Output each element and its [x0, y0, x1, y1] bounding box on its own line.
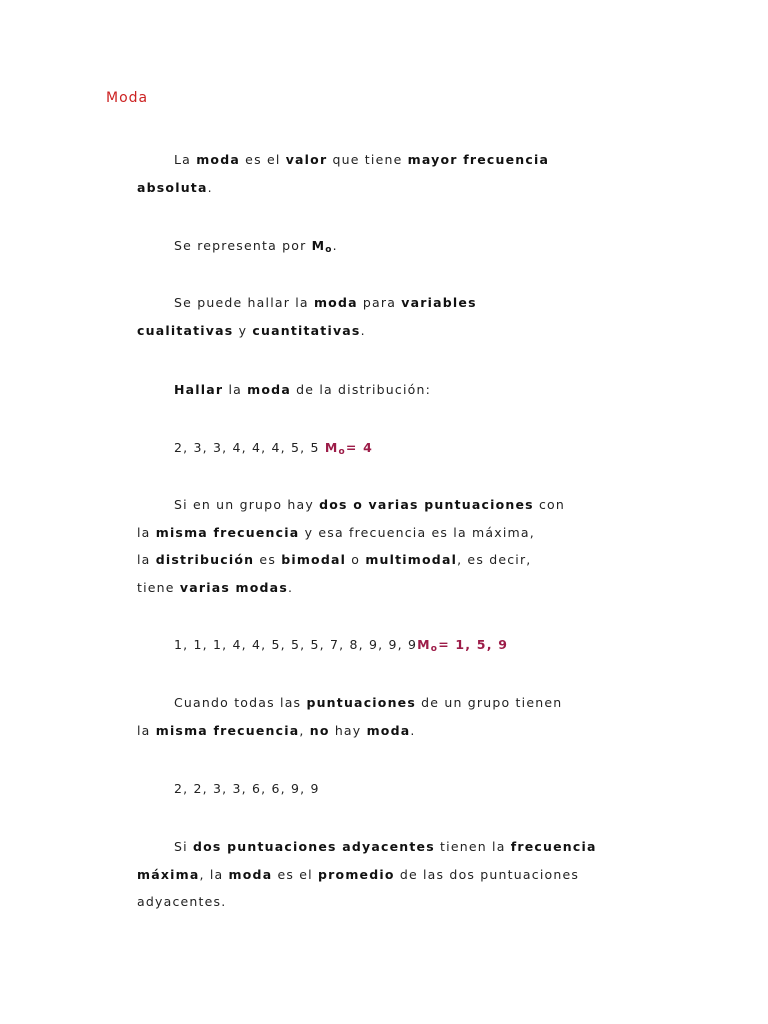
- bold-term: misma frecuencia: [155, 524, 300, 540]
- paragraph-exercise: [137, 376, 617, 404]
- bold-term: cuantitativas: [252, 322, 361, 338]
- bold-term: dos puntuaciones adyacentes: [192, 839, 435, 854]
- text: la: [137, 552, 156, 567]
- text: tienen la: [434, 839, 511, 854]
- paragraph-notation: [137, 232, 617, 260]
- bold-term: misma frecuencia: [155, 722, 300, 738]
- mo-subscript: o: [430, 644, 439, 654]
- text: es: [254, 552, 282, 567]
- paragraph-no-mode: [137, 689, 617, 744]
- example-multimodal: [137, 631, 617, 659]
- text: y esa frecuencia es la máxima,: [299, 524, 535, 540]
- text: .: [360, 322, 366, 338]
- bold-term: Hallar: [174, 382, 224, 397]
- bold-term: promedio: [318, 866, 395, 882]
- bold-term: mayor frecuencia: [407, 152, 550, 167]
- text: Se representa por: [174, 238, 312, 253]
- bold-term: frecuencia: [510, 839, 597, 854]
- mo-symbol: M: [324, 440, 339, 455]
- text: hay: [329, 722, 367, 738]
- text: adyacentes.: [137, 894, 227, 909]
- example-no-mode: [137, 775, 617, 803]
- text: la: [137, 722, 156, 738]
- text: de un grupo tienen: [416, 695, 563, 710]
- text: es el: [240, 152, 286, 167]
- text: con: [533, 497, 565, 512]
- example-unimodal: [137, 434, 617, 462]
- mo-subscript: o: [325, 245, 333, 255]
- bold-term: variables: [401, 295, 477, 310]
- mo-symbol: M: [417, 637, 431, 652]
- paragraph-multimodal: [137, 491, 617, 601]
- data-sequence: 2, 2, 3, 3, 6, 6, 9, 9: [174, 781, 320, 796]
- bold-term: moda: [228, 866, 273, 882]
- mode-result: = 1, 5, 9: [438, 637, 509, 652]
- bold-term: moda: [366, 722, 411, 738]
- section-heading: Moda: [106, 90, 149, 106]
- bold-term: moda: [196, 152, 240, 167]
- mode-result: = 4: [345, 440, 373, 455]
- text: , es decir,: [457, 552, 532, 567]
- text: .: [287, 579, 294, 595]
- text: .: [207, 179, 213, 195]
- bold-term: puntuaciones: [306, 695, 416, 710]
- bold-term: absoluta: [137, 179, 208, 195]
- text: Si: [174, 839, 193, 854]
- text: .: [410, 722, 416, 738]
- mo-subscript: o: [338, 447, 346, 457]
- text: ,: [299, 722, 310, 738]
- data-sequence: 1, 1, 1, 4, 4, 5, 5, 5, 7, 8, 9, 9, 9: [174, 637, 418, 652]
- bold-term: multimodal: [365, 552, 458, 567]
- text: Se puede hallar la: [174, 295, 314, 310]
- text: Si en un grupo hay: [174, 497, 320, 512]
- bold-term: moda: [313, 295, 358, 310]
- text: que tiene: [327, 152, 408, 167]
- paragraph-variables: [137, 289, 617, 344]
- bold-term: dos o varias puntuaciones: [319, 497, 534, 512]
- bold-term: bimodal: [281, 552, 347, 567]
- text: .: [332, 238, 338, 253]
- text: tiene: [137, 579, 180, 595]
- text: La: [174, 152, 197, 167]
- bold-term: distribución: [155, 552, 255, 567]
- text: o: [346, 552, 366, 567]
- text: es el: [272, 866, 319, 882]
- text: Cuando todas las: [174, 695, 307, 710]
- bold-term: valor: [285, 152, 328, 167]
- bold-term: varias modas: [179, 579, 288, 595]
- text: para: [357, 295, 402, 310]
- text: , la: [199, 866, 229, 882]
- bold-term: no: [309, 722, 330, 738]
- mo-symbol: M: [311, 238, 326, 253]
- bold-term: máxima: [137, 866, 200, 882]
- text: la: [137, 524, 156, 540]
- paragraph-definition: [137, 146, 617, 201]
- paragraph-adjacent: [137, 833, 617, 916]
- data-sequence: 2, 3, 3, 4, 4, 4, 5, 5: [174, 440, 325, 455]
- text: de las dos puntuaciones: [394, 866, 580, 882]
- bold-term: moda: [247, 382, 291, 397]
- text: la: [223, 382, 248, 397]
- text: de la distribución:: [290, 382, 432, 397]
- bold-term: cualitativas: [137, 322, 234, 338]
- text: y: [233, 322, 253, 338]
